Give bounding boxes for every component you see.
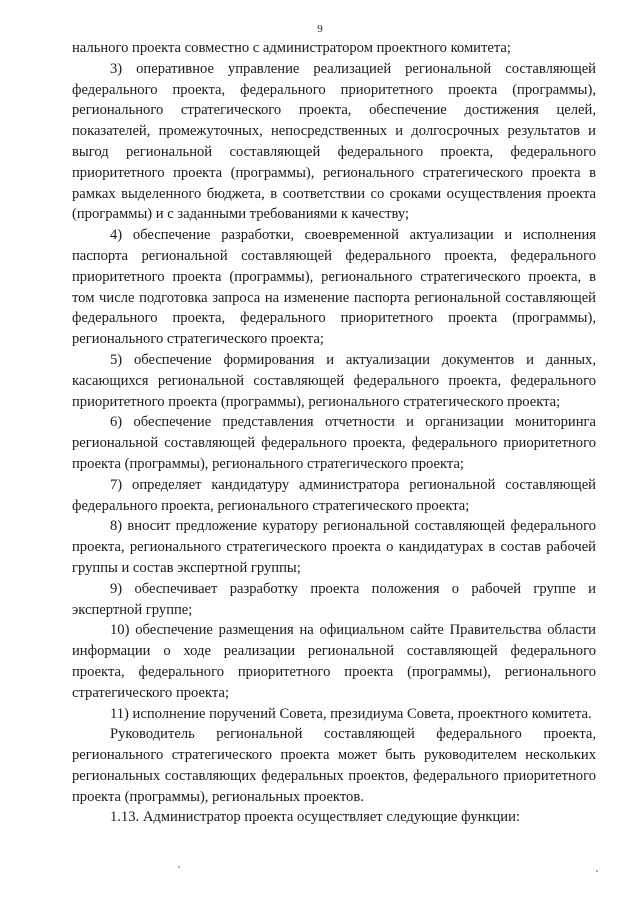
paragraph-project-head: Руководитель региональной составляющей федерального проекта, регионального стратегического проекта может быть руководителем нескольких региональных составляющих федеральных проектов, федерального приоритетного проекта (программы), региональных проектов. xyxy=(72,726,596,805)
paragraph-item-11: 11) исполнение поручений Совета, президиума Совета, проектного комитета. xyxy=(110,705,592,722)
scan-speck xyxy=(178,866,180,868)
paragraph-item-9: 9) обеспечивает разработку проекта положения о рабочей группе и экспертной группе; xyxy=(72,580,596,618)
page-number: 9 xyxy=(317,23,323,35)
paragraph-item-5: 5) обеспечение формирования и актуализации документов и данных, касающихся региональной составляющей федерального проекта, федерального приоритетного проекта (программы), регионального стратегического проекта; xyxy=(72,351,596,410)
paragraph-section-1-13: 1.13. Администратор проекта осуществляет следующие функции: xyxy=(110,809,520,826)
paragraph-item-4: 4) обеспечение разработки, своевременной актуализации и исполнения паспорта региональной составляющей федерального проекта, федерального приоритетного проекта (программы), регионального стратегического проекта, в том числе подготовка запроса на изменение паспорта региональной составляющей федерального проекта, федерального приоритетного проекта (программы), регионального стратегического проекта; xyxy=(72,227,596,348)
paragraph-item-7: 7) определяет кандидатуру администратора региональной составляющей федерального проекта, регионального стратегического проекта; xyxy=(72,476,596,514)
document-body xyxy=(72,38,596,828)
scan-speck xyxy=(596,870,598,872)
paragraph-item-8: 8) вносит предложение куратору региональной составляющей федерального проекта, регионального стратегического проекта о кандидатурах в состав рабочей группы и состав экспертной группы; xyxy=(72,518,596,576)
paragraph-item-3: 3) оперативное управление реализацией региональной составляющей федерального проекта, федерального приоритетного проекта (программы), регионального стратегического проекта, обеспечение достижения целей, показателей, промежуточных, непосредственных и долгосрочных результатов и выгод региональной составляющей федерального проекта, федерального приоритетного проекта (программы), регионального стратегического проекта в рамках выделенного бюджета, в соответствии со сроками осуществления проекта (программы) и с заданными требованиями к качеству; xyxy=(72,60,596,223)
paragraph-item-6: 6) обеспечение представления отчетности и организации мониторинга региональной составляющей федерального проекта, федерального приоритетного проекта (программы), регионального стратегического проекта; xyxy=(72,414,596,472)
paragraph-item-10: 10) обеспечение размещения на официальном сайте Правительства области информации о ходе реализации региональной составляющей федерального проекта, федерального приоритетного проекта (программы), регионального стратегического проекта; xyxy=(72,622,596,701)
paragraph-continuation: нального проекта совместно с администратором проектного комитета; xyxy=(72,40,511,56)
